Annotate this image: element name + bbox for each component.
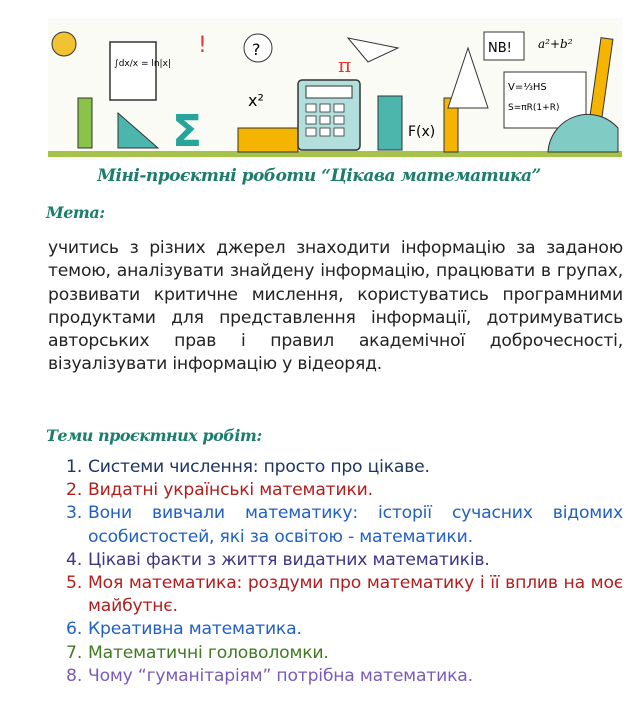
topic-text: Моя математика: роздуми про математику і її вплив на моє майбутнє. bbox=[88, 573, 623, 617]
topic-number: 4. bbox=[66, 549, 83, 570]
topic-item bbox=[66, 502, 623, 548]
exclaim-symbol: ! bbox=[198, 33, 207, 58]
question-symbol: ? bbox=[252, 40, 261, 59]
topic-item bbox=[66, 549, 623, 572]
topic-number: 3. bbox=[66, 503, 83, 524]
topic-item bbox=[66, 642, 623, 665]
topics-heading: Теми проєктних робіт: bbox=[46, 426, 262, 445]
topic-item bbox=[66, 479, 623, 502]
topic-item bbox=[66, 572, 623, 618]
topic-number: 2. bbox=[66, 480, 83, 501]
a2b2-formula: a²+b² bbox=[538, 37, 573, 51]
topic-number: 8. bbox=[66, 665, 83, 686]
topic-text: Видатні українські математики. bbox=[88, 480, 373, 501]
topic-text: Системи числення: просто про цікаве. bbox=[88, 457, 430, 477]
pi-symbol: π bbox=[338, 53, 352, 77]
topic-text: Вони вивчали математику: історії сучасних відомих особистостей, які за освітою - математики. bbox=[88, 503, 623, 547]
sigma-symbol: Σ bbox=[172, 106, 203, 157]
integral-formula: ∫dx/x = ln|x| bbox=[114, 59, 171, 69]
topic-text: Креативна математика. bbox=[88, 619, 302, 640]
topic-number: 1. bbox=[66, 457, 83, 477]
topic-item bbox=[66, 665, 623, 688]
goal-text: учитись з різних джерел знаходити інформацію за заданою темою, аналізувати знайдену інформацію, працювати в групах, розвивати критичне мислення, користуватись програмними продуктами для представлення інформації, дотримуватись авторських прав і правил академічної доброчесності, візуалізувати інформацію у відеоряд. bbox=[48, 238, 623, 375]
page-title: Міні-проєктні роботи “Цікава математика” bbox=[97, 166, 541, 186]
goal-heading: Мета: bbox=[46, 203, 105, 222]
volume-formula: V=⅓HS bbox=[508, 82, 547, 93]
area-formula: S=πR(1+R) bbox=[508, 103, 560, 113]
topic-text: Математичні головоломки. bbox=[88, 642, 329, 663]
topic-text: Цікаві факти з життя видатних математиків. bbox=[88, 549, 490, 570]
fx-label: F(x) bbox=[408, 124, 436, 140]
nb-note: NB! bbox=[488, 41, 512, 56]
math-illustration-banner bbox=[48, 18, 622, 160]
topic-number: 7. bbox=[66, 642, 83, 663]
topic-item bbox=[66, 618, 623, 641]
x-squared: x² bbox=[248, 91, 264, 110]
topic-number: 6. bbox=[66, 619, 83, 640]
topic-number: 5. bbox=[66, 573, 83, 594]
topic-text: Чому “гуманітаріям” потрібна математика. bbox=[88, 665, 473, 686]
topics-list bbox=[66, 456, 623, 688]
topic-item bbox=[66, 456, 623, 479]
